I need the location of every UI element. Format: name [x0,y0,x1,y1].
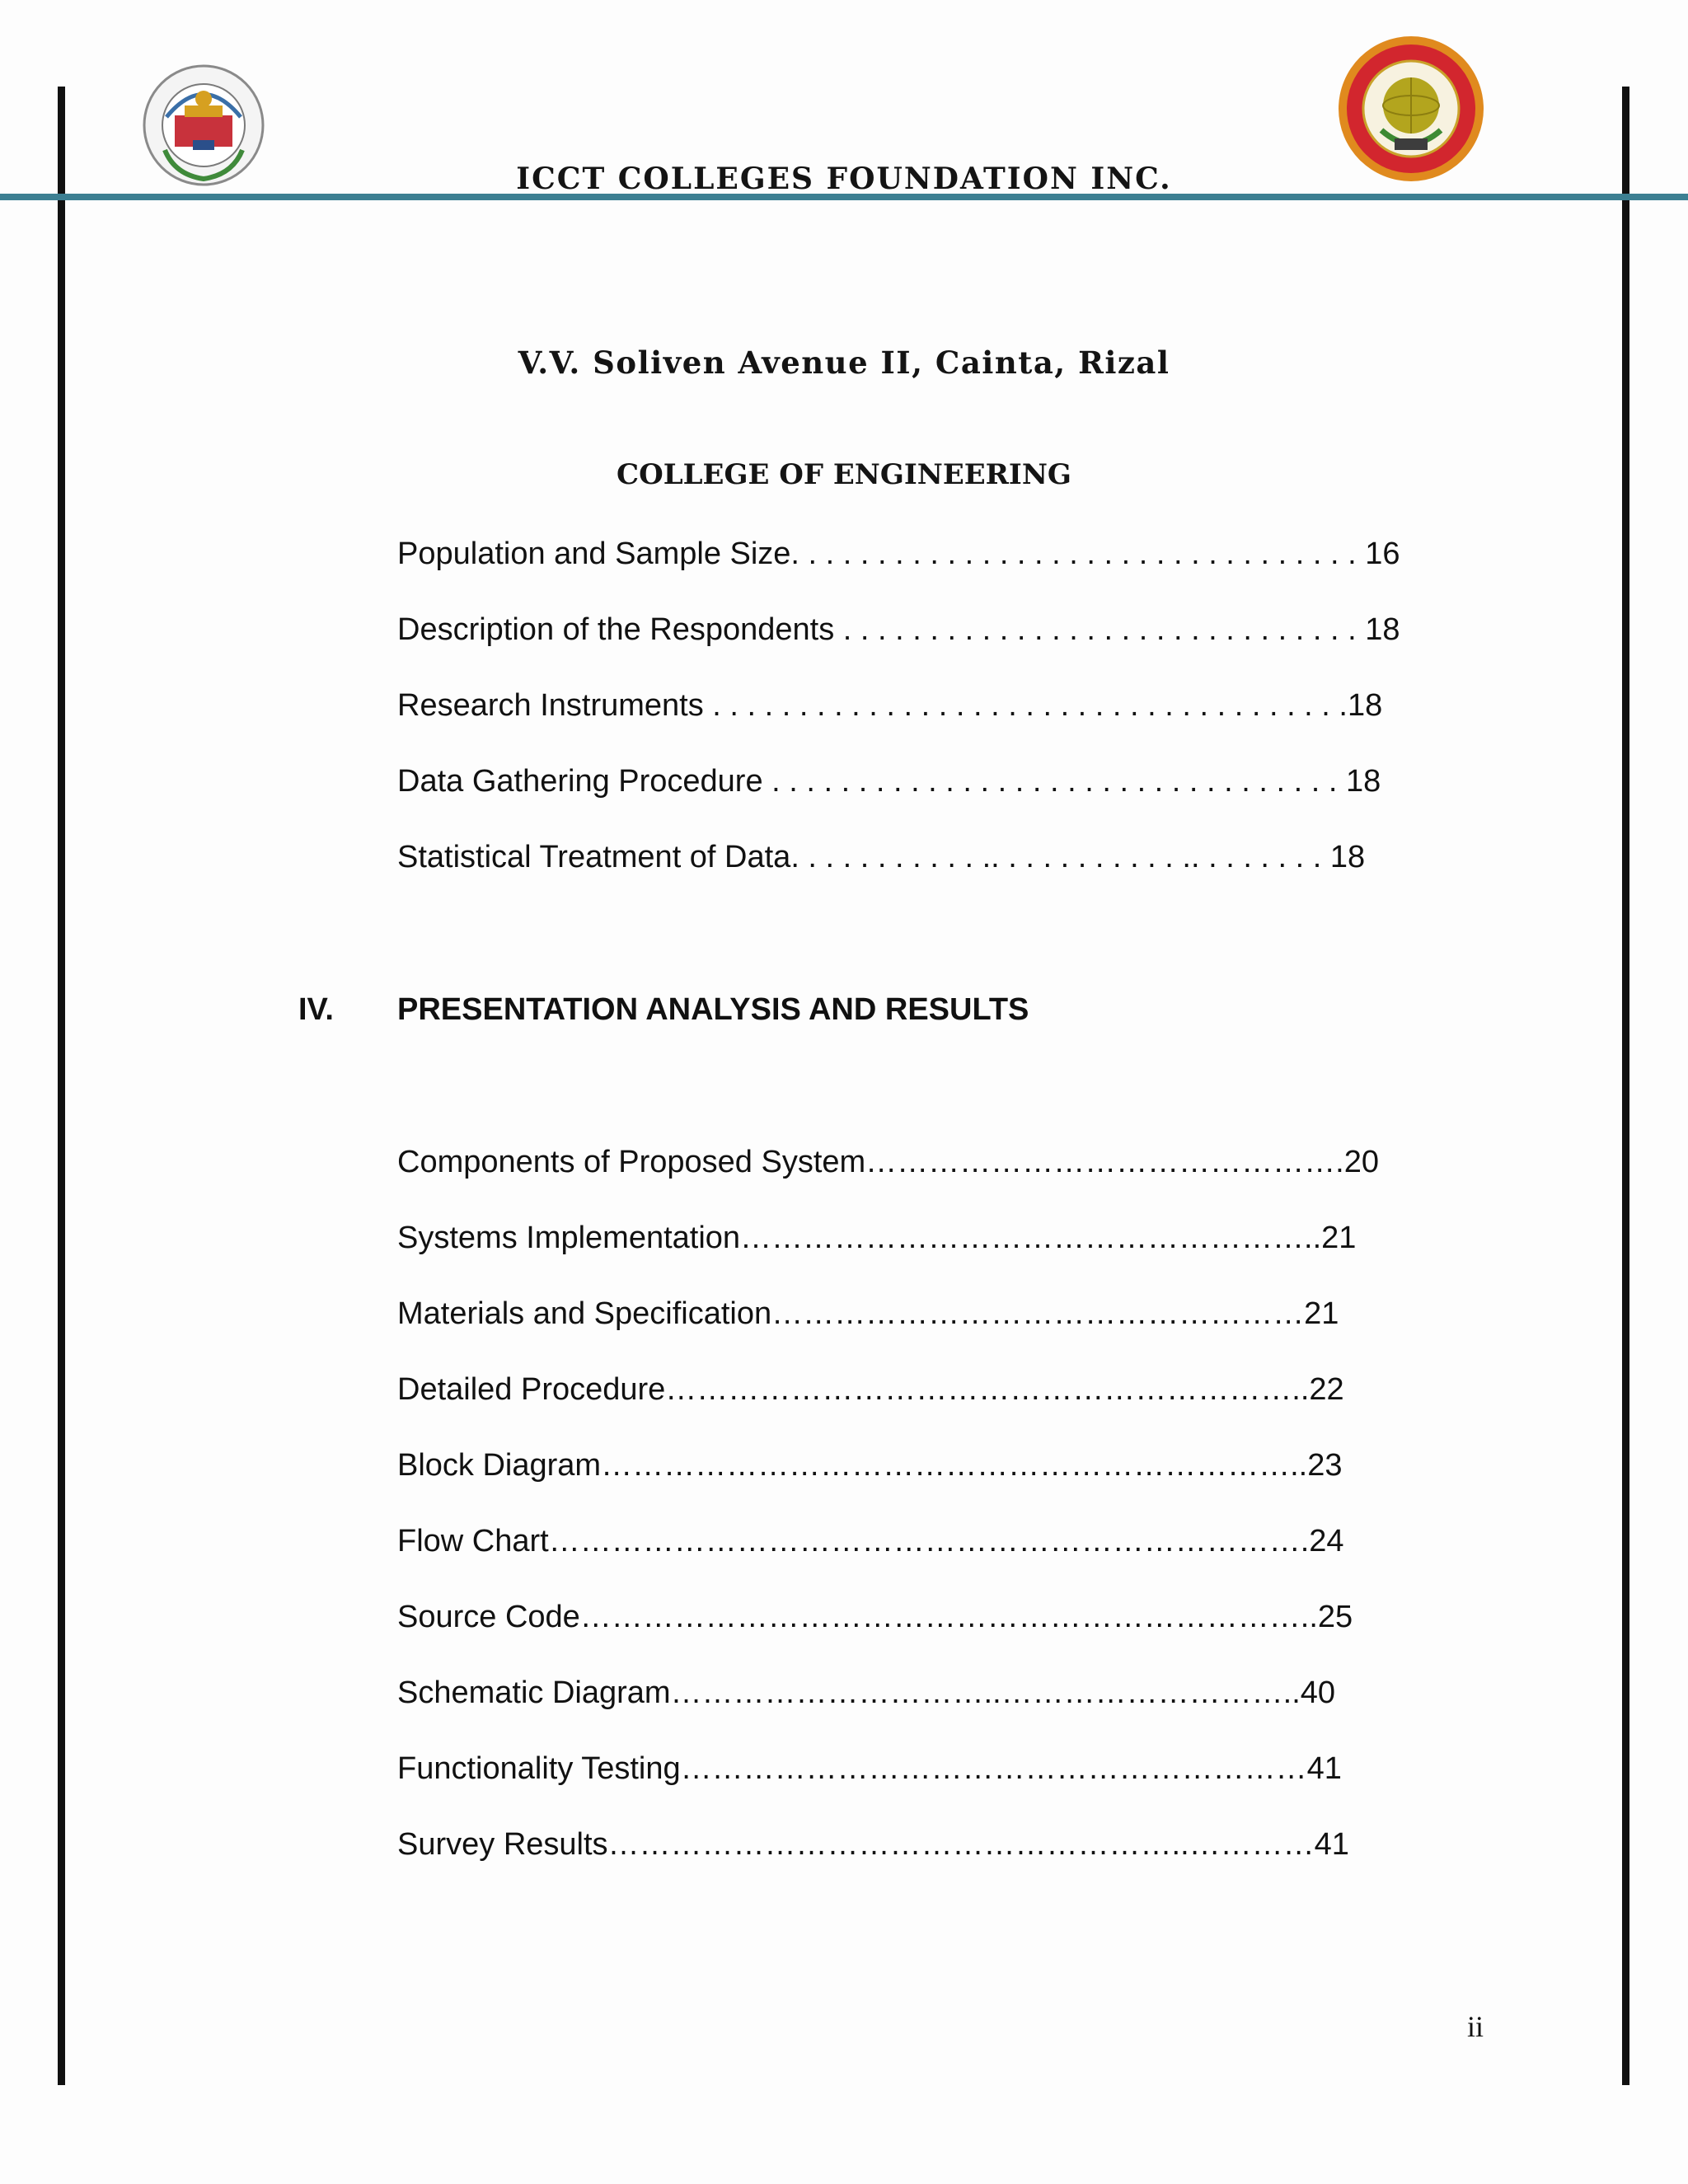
toc-entry: Materials and Specification……………………………………………21 [397,1296,1339,1331]
toc-entry: Description of the Respondents . . . . . . . . . . . . . . . . . . . . . . . . . . . . . . 18 [397,612,1400,647]
organization-name: ICCT COLLEGES FOUNDATION INC. [516,162,1172,196]
right-border-bar [1622,87,1629,2085]
toc-entry: Flow Chart……………………………………………………………….24 [397,1524,1344,1558]
toc-entry: Data Gathering Procedure . . . . . . . . . . . . . . . . . . . . . . . . . . . . . . . . . 18 [397,764,1381,799]
toc-entry: Detailed Procedure……………………………………………………..22 [397,1372,1344,1407]
section-number: IV. [298,992,334,1027]
toc-entry: Schematic Diagram…………………………..………………………..40 [397,1675,1336,1710]
toc-entry: Statistical Treatment of Data. . . . . . . . . . . .. . . . . . . . . . . .. . . . . . . . 18 [397,840,1366,874]
college-name: COLLEGE OF ENGINEERING [617,458,1071,491]
section-title: PRESENTATION ANALYSIS AND RESULTS [397,992,1029,1027]
toc-entry: Systems Implementation………………………………………………..21 [397,1221,1357,1255]
toc-entry: Block Diagram…………………………………………………………..23 [397,1448,1343,1483]
page-number: ii [1467,2010,1484,2043]
address: V.V. Soliven Avenue II, Cainta, Rizal [518,344,1170,381]
left-border-bar [58,87,65,2085]
toc-entry: Source Code……………………………………………………………..25 [397,1600,1353,1634]
toc-entry: Components of Proposed System……………………………………….20 [397,1145,1380,1179]
toc-entry: Functionality Testing……………………………………………………41 [397,1751,1342,1786]
toc-entry: Population and Sample Size. . . . . . . . . . . . . . . . . . . . . . . . . . . . . . . . . 16 [397,537,1400,571]
toc-entry: Research Instruments . . . . . . . . . . . . . . . . . . . . . . . . . . . . . . . . . . . . .18 [397,688,1383,723]
toc-entry: Survey Results………………………………………………..…………41 [397,1827,1349,1862]
